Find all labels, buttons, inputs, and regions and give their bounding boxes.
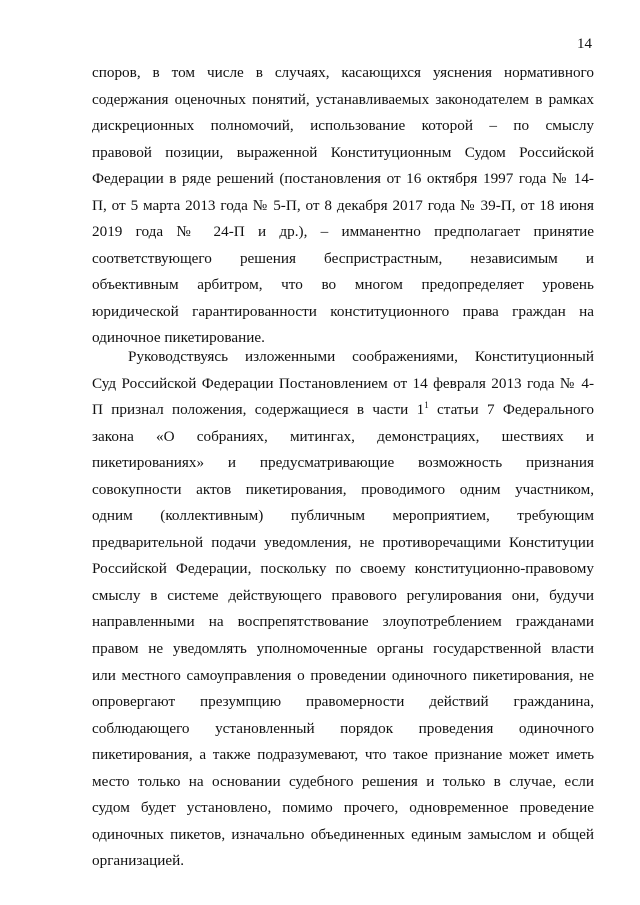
text-line: соблюдающего установленный порядок проведения одиночного (92, 719, 594, 737)
page-number: 14 (577, 36, 592, 52)
text-line: споров, в том числе в случаях, касающихся уяснения нормативного (92, 64, 594, 81)
text-line: Российской Федерации, поскольку по своему конституционно-правовому (92, 560, 594, 578)
text-line: пикетированиях» и предусматривающие возможность признания (92, 454, 594, 472)
text-line: 2019 года № 24-П и др.), – имманентно предполагает принятие (92, 223, 594, 241)
text-line: содержания оценочных понятий, устанавливаемых законодателем в рамках (92, 90, 594, 108)
text-line: П, от 5 марта 2013 года № 5-П, от 8 декабря 2017 года № 39-П, от 18 июня (92, 196, 594, 214)
text-line: правовой позиции, выраженной Конституционным Судом Российской (92, 143, 594, 161)
text-line: объективным арбитром, что во многом предопределяет уровень (92, 276, 594, 294)
text-line: соответствующего решения беспристрастным, независимым и (92, 249, 594, 267)
text-line: одним (коллективным) публичным мероприятием, требующим (92, 507, 594, 525)
text-line: судом будет установлено, помимо прочего, одновременное проведение (92, 799, 594, 817)
text-segment: статьи 7 Федерального (428, 401, 594, 419)
paragraph-1 (92, 60, 594, 352)
superscript: 1 (424, 400, 429, 411)
text-line: смыслу в системе действующего правового регулирования они, будучи (92, 586, 594, 604)
text-line: место только на основании судебного решения и только в случае, если (92, 772, 594, 790)
text-line: закона «О собраниях, митингах, демонстрациях, шествиях и (92, 427, 594, 445)
text-line: направленными на воспрепятствование злоупотреблением гражданами (92, 613, 594, 631)
text-line: дискреционных полномочий, использование которой – по смыслу (92, 117, 594, 135)
text-line: совокупности актов пикетирования, проводимого одним участником, (92, 480, 594, 498)
text-line: опровергают презумпцию правомерности действий гражданина, (92, 693, 594, 711)
text-line: правом не уведомлять уполномоченные органы государственной власти (92, 640, 594, 658)
text-line-with-superscript (92, 397, 594, 424)
text-line: или местного самоуправления о проведении одиночного пикетирования, не (92, 666, 594, 684)
text-line: организацией. (92, 852, 185, 870)
paragraph-2 (92, 344, 594, 875)
text-line: Суд Российской Федерации Постановлением от 14 февраля 2013 года № 4- (92, 374, 594, 392)
text-line: одиночных пикетов, изначально объединенных единым замыслом и общей (92, 825, 594, 843)
text-segment: П признал положения, содержащиеся в части 1 (92, 401, 425, 419)
text-line: одиночное пикетирование. (92, 329, 265, 347)
text-line: юридической гарантированности конституционного права граждан на (92, 302, 594, 320)
text-line: предварительной подачи уведомления, не противоречащими Конституции (92, 533, 594, 551)
text-line: пикетирования, а также подразумевают, что такое признание может иметь (92, 746, 594, 764)
text-line: Федерации в ряде решений (постановления от 16 октября 1997 года № 14- (92, 170, 594, 188)
text-line: Руководствуясь изложенными соображениями, Конституционный (128, 348, 594, 365)
